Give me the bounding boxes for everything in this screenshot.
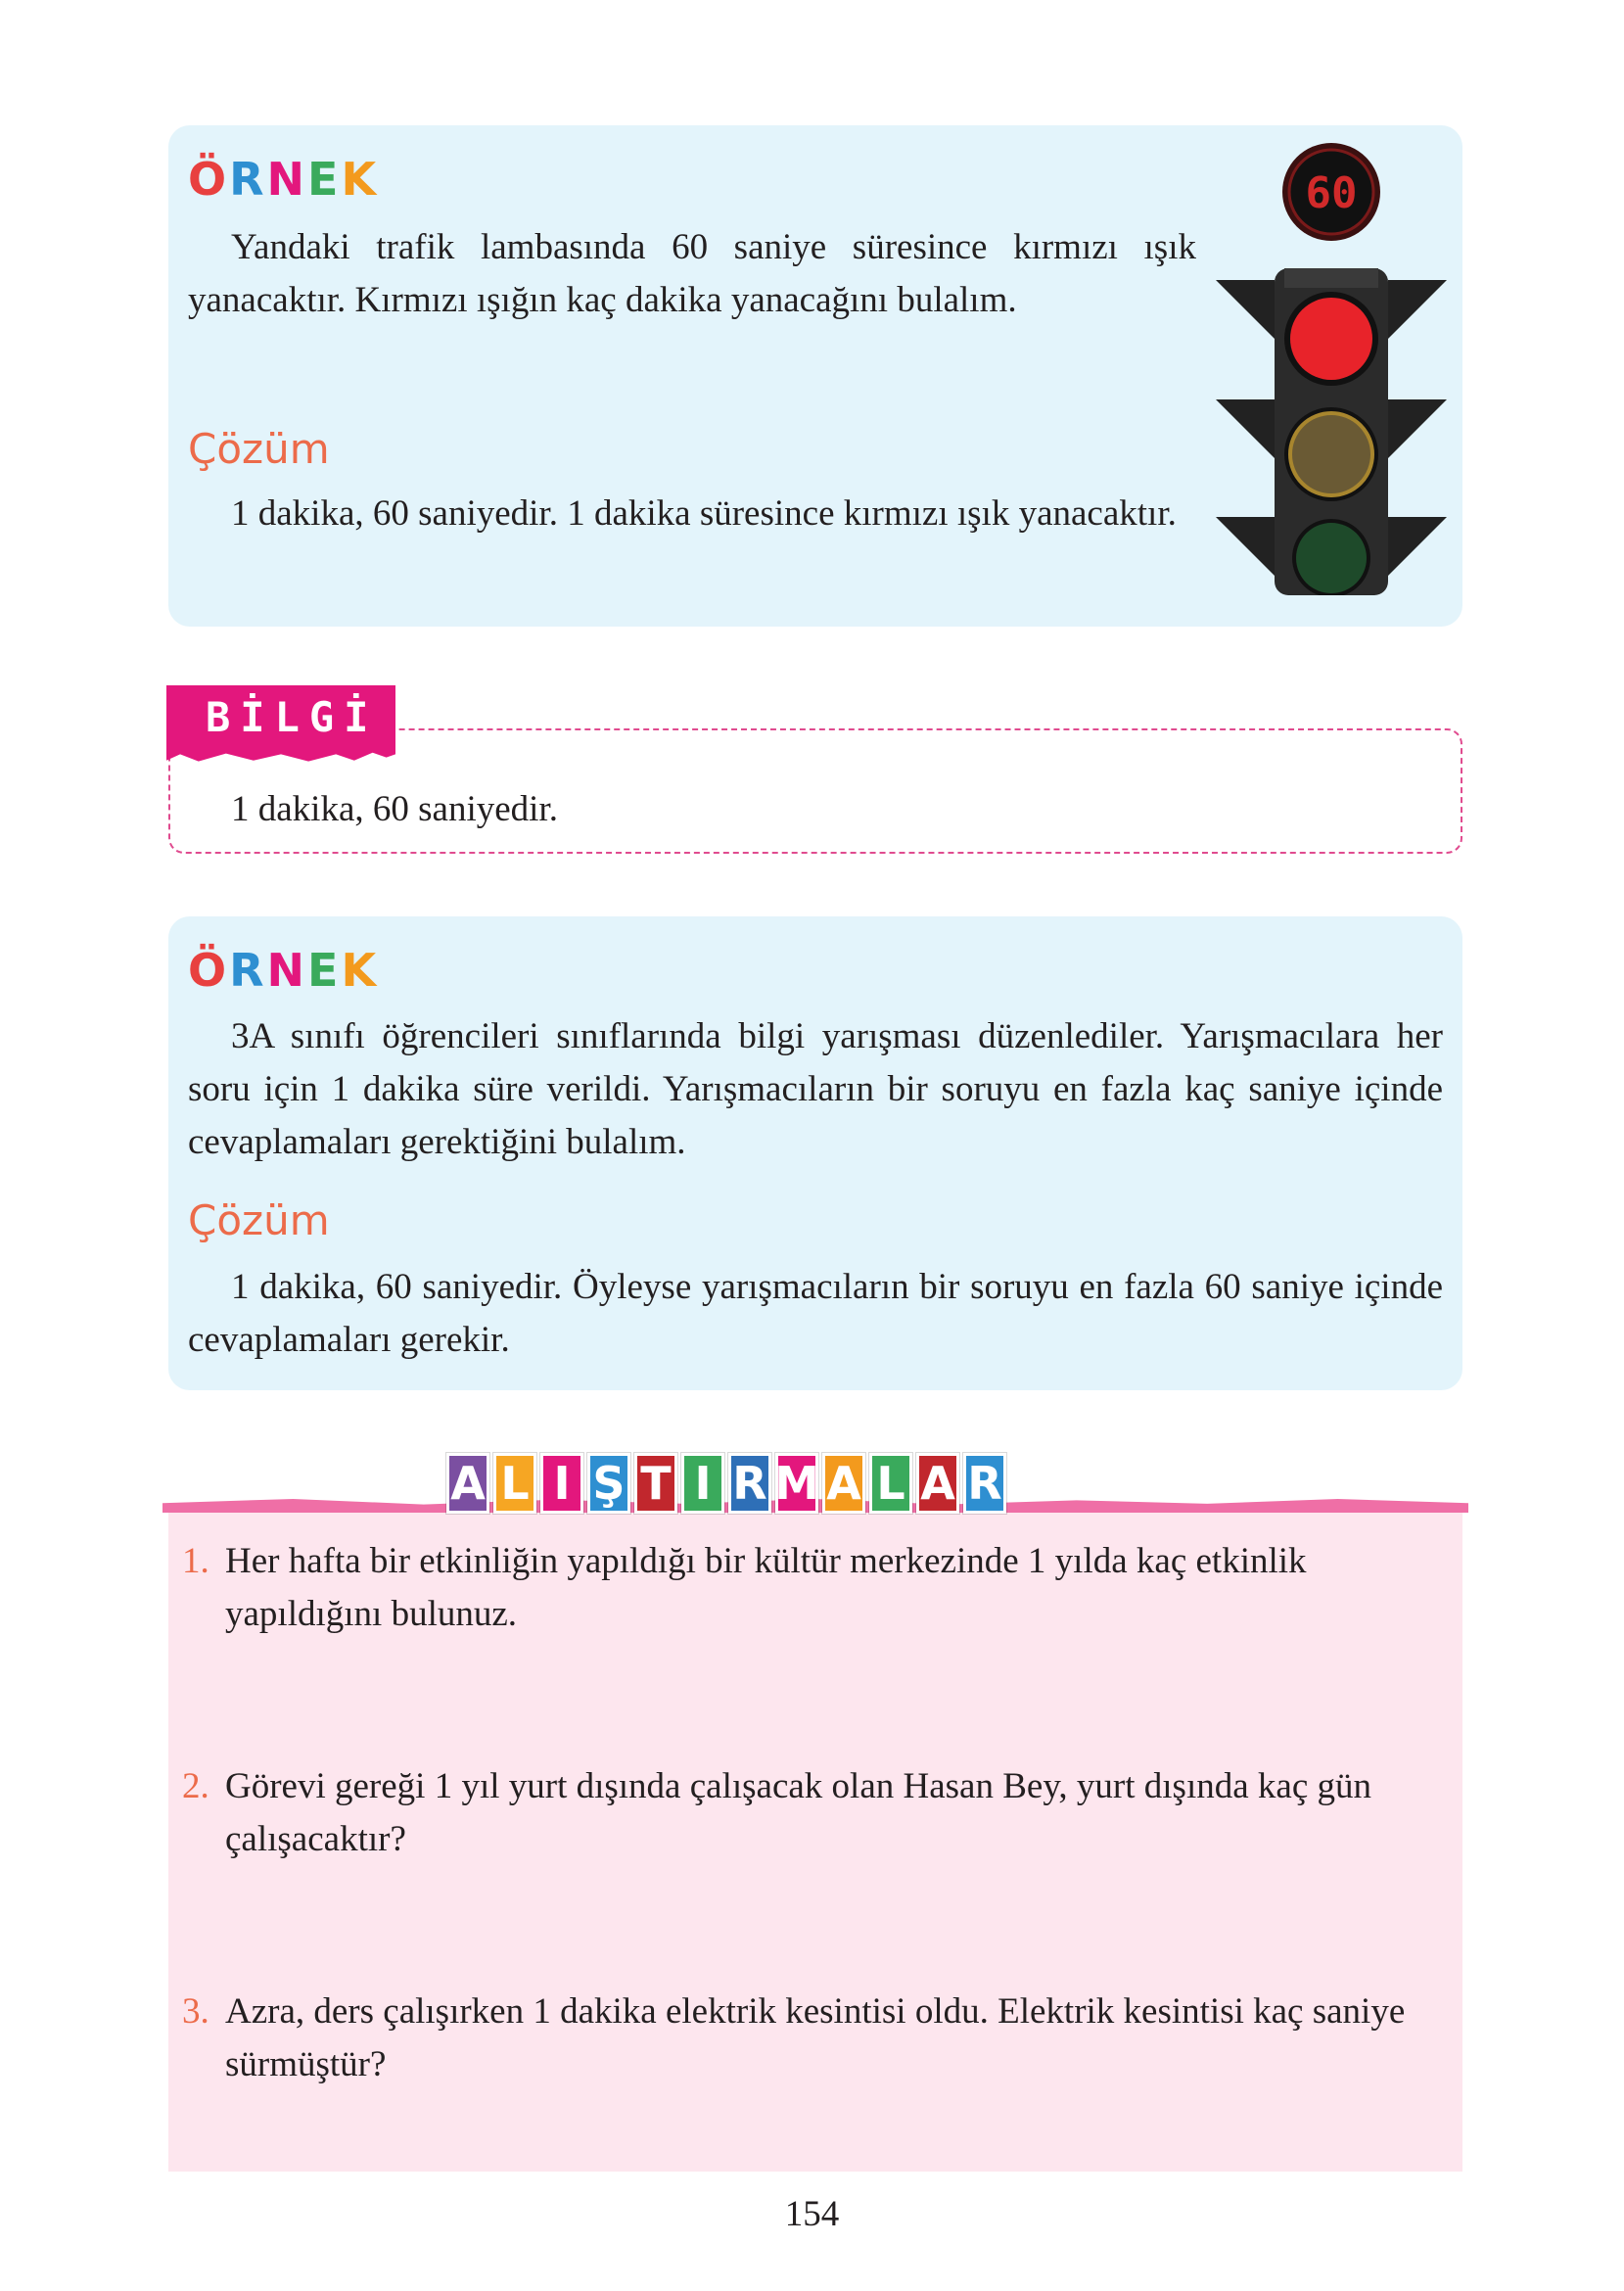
title-tile: M	[775, 1453, 818, 1514]
heading-letter: N	[266, 153, 308, 206]
title-tile: I	[540, 1453, 583, 1514]
solution-title: Çözüm	[188, 1196, 330, 1244]
heading-letter: E	[307, 944, 342, 997]
counter-text: 60	[1305, 168, 1358, 218]
exercise-number: 3.	[182, 1991, 209, 2032]
exercise-text: Azra, ders çalışırken 1 dakika elektrik kesintisi oldu. Elektrik kesintisi kaç saniye sürmüştür?	[225, 1991, 1406, 2084]
visor-right-3	[1388, 517, 1447, 576]
example-question-text: Yandaki trafik lambasında 60 saniye süresince kırmızı ışık yanacaktır. Kırmızı ışığın kaç dakika yanacağını bulalım.	[188, 227, 1196, 320]
heading-letter: Ö	[188, 153, 230, 206]
red-lamp	[1290, 298, 1372, 380]
visor-left-1	[1216, 280, 1275, 339]
heading-letter: R	[229, 944, 267, 997]
example-solution-text: 1 dakika, 60 saniyedir. Öyleyse yarışmacıların bir soruyu en fazla 60 saniye içinde cevaplamaları gerekir.	[188, 1267, 1443, 1360]
heading-letter: E	[307, 153, 342, 206]
title-tile: L	[493, 1453, 536, 1514]
heading-letter: Ö	[188, 944, 230, 997]
light-top	[1284, 268, 1378, 288]
info-text: 1 dakika, 60 saniyedir.	[231, 789, 558, 829]
example-solution	[188, 1261, 1443, 1367]
example-question-text: 3A sınıfı öğrencileri sınıflarında bilgi yarışması düzenlediler. Yarışmacılara her soru için 1 dakika süre verildi. Yarışmacıların bir soruyu en fazla kaç saniye içinde cevaplamaları gerektiğini bulalım.	[188, 1016, 1443, 1162]
heading-letter: N	[266, 944, 308, 997]
example-heading	[188, 944, 380, 997]
example-question	[188, 1010, 1443, 1169]
title-tile: R	[728, 1453, 771, 1514]
traffic-light-image	[1216, 143, 1447, 595]
title-tile: L	[869, 1453, 912, 1514]
exercise-text: Her hafta bir etkinliğin yapıldığı bir kültür merkezinde 1 yılda kaç etkinlik yapıldığını bulunuz.	[225, 1541, 1307, 1634]
title-tile: Ş	[587, 1453, 630, 1514]
exercise-item-3	[182, 1986, 1455, 2091]
example-solution-text: 1 dakika, 60 saniyedir. 1 dakika süresince kırmızı ışık yanacaktır.	[231, 493, 1177, 534]
exercise-item-1	[182, 1535, 1455, 1641]
visor-right-1	[1388, 280, 1447, 339]
exercise-number: 2.	[182, 1766, 209, 1806]
exercise-text: Görevi gereği 1 yıl yurt dışında çalışacak olan Hasan Bey, yurt dışında kaç gün çalışacaktır?	[225, 1766, 1371, 1859]
visor-left-3	[1216, 517, 1275, 576]
visor-right-2	[1388, 399, 1447, 458]
example-question	[188, 221, 1196, 327]
page-number: 154	[784, 2194, 840, 2234]
heading-letter: K	[341, 944, 380, 997]
exercise-item-2	[182, 1760, 1455, 1866]
example-solution	[188, 488, 1196, 540]
title-tile: R	[963, 1453, 1006, 1514]
example-box-1	[168, 125, 1462, 627]
title-tile: A	[446, 1453, 489, 1514]
example-box-2	[168, 916, 1462, 1390]
heading-letter: K	[341, 153, 380, 206]
heading-letter: R	[229, 153, 267, 206]
title-tile: I	[681, 1453, 724, 1514]
title-tile: T	[634, 1453, 677, 1514]
exercises-title	[446, 1453, 1006, 1514]
solution-title: Çözüm	[188, 425, 330, 473]
title-tile: A	[916, 1453, 959, 1514]
exercise-number: 1.	[182, 1541, 209, 1581]
example-heading	[188, 153, 380, 206]
yellow-lamp	[1290, 413, 1372, 495]
title-tile: A	[822, 1453, 865, 1514]
visor-left-2	[1216, 399, 1275, 458]
info-label: BİLGİ	[206, 693, 379, 741]
green-lamp	[1296, 523, 1367, 593]
